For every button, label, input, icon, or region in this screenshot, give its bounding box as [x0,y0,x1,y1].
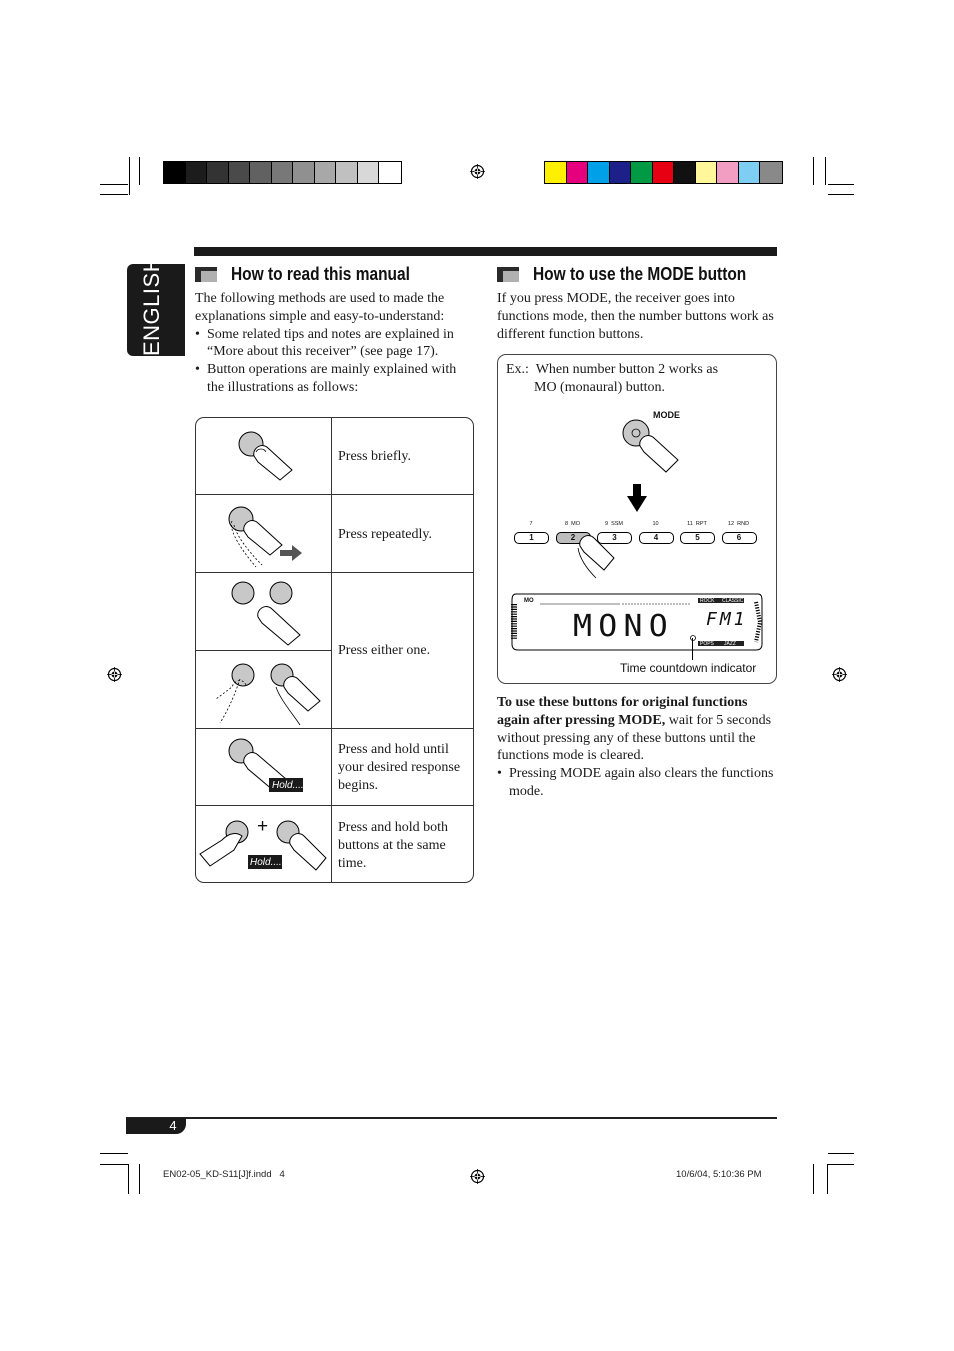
hold-label: Hold.... [272,780,304,791]
color-swatch [760,162,782,183]
color-swatch [674,162,696,183]
table-row-text: Press repeatedly. [338,527,432,542]
display-tag-jazz: JAZZ [724,641,736,647]
mode-note-bold: To use these buttons for original functions again after pressing MODE, [497,695,748,728]
number-button-6[interactable]: 6 [722,532,757,544]
color-swatch [588,162,610,183]
color-swatch [545,162,567,183]
arrow-down-icon [627,484,647,512]
example-caption-line1: Ex.: When number button 2 works as [506,362,719,377]
crop-mark [827,1164,828,1194]
crop-mark [828,1153,854,1154]
color-swatch [653,162,675,183]
number-button-function-label: 7 [529,521,533,527]
table-row-text: Press and hold both buttons at the same time. [338,820,449,871]
registration-mark-icon [470,164,485,179]
crop-mark [128,1164,129,1194]
display-tag-pops: POPS [700,641,714,647]
footer-rule [126,1117,777,1119]
footer-file-name: EN02-05_KD-S11[J]f.indd 4 [163,1169,285,1180]
table-row-text: Press briefly. [338,449,411,464]
number-button-4[interactable]: 4 [639,532,674,544]
number-button-function-label: 12 RND [727,521,750,527]
color-swatch [336,162,358,183]
color-swatch [229,162,251,183]
intro-paragraph: The following methods are used to made the explanations simple and easy-to-understand: [195,291,445,324]
color-swatch [164,162,186,183]
time-countdown-label: Time countdown indicator [620,661,757,675]
section-heading-icon [497,267,519,282]
number-button-1[interactable]: 1 [514,532,549,544]
mode-note-paragraph [497,694,777,801]
crop-mark [100,1153,128,1154]
mode-intro-paragraph: If you press MODE, the receiver goes into functions mode, then the number buttons work as different function buttons. [497,291,774,342]
crop-mark [828,1164,854,1165]
display-tag-classic: CLASSIC [722,598,744,604]
crop-mark [813,157,814,185]
example-caption-line2: MO (monaural) button. [534,380,666,395]
color-swatch [207,162,229,183]
crop-mark [100,1164,128,1165]
mode-note-rest: wait for 5 seconds without pressing any of these buttons until the functions mode is cleared. [497,712,772,764]
crop-mark [129,157,130,195]
press-briefly-illustration [196,418,331,494]
number-button-5[interactable]: 5 [680,532,715,544]
color-swatch [272,162,294,183]
bullet-item: • Button operations are mainly explained with the illustrations as follows: [195,361,467,397]
language-tab-label: ENGLISH [139,255,164,356]
crop-mark [828,194,854,195]
table-row-text: Press and hold until your desired response begins. [338,742,461,793]
grayscale-calibration-bar [163,161,402,184]
crop-mark [825,157,826,185]
page-number: 4 [169,1118,177,1133]
press-either-illustration [196,573,331,650]
number-button-function-label: 10 [652,521,659,527]
display-mo-indicator: MO [524,598,534,604]
color-swatch [567,162,589,183]
table-column-divider [331,418,332,882]
mode-button-label: MODE [653,410,680,420]
number-button-function-label: 8 MO [565,521,580,527]
registration-mark-icon [470,1169,485,1184]
finger-press-illustration [566,532,626,580]
section-heading-icon [195,267,217,282]
hold-label: Hold.... [250,857,282,868]
display-band-text: FM1 [706,609,748,630]
plus-sign: + [257,816,269,837]
footer-timestamp: 10/6/04, 5:10:36 PM [676,1169,762,1180]
press-either-illustration [196,651,331,728]
color-swatch [315,162,337,183]
number-button-function-label: 11 RPT [687,521,707,527]
color-swatch [379,162,401,183]
color-swatch [631,162,653,183]
left-intro-block [195,290,467,397]
display-main-text: MONO [573,609,675,644]
color-swatch [717,162,739,183]
number-button-2[interactable]: 2 [556,532,591,544]
color-swatch [293,162,315,183]
color-swatch [186,162,208,183]
color-calibration-bar [544,161,783,184]
color-swatch [739,162,761,183]
registration-mark-icon [107,667,122,682]
number-button-3[interactable]: 3 [597,532,632,544]
registration-mark-icon [832,667,847,682]
table-row-text: Press either one. [338,643,431,658]
crop-mark [139,1164,140,1194]
section-title-how-to-read: How to read this manual [231,264,410,284]
color-swatch [610,162,632,183]
color-swatch [250,162,272,183]
bullet-item: • Pressing MODE again also clears the functions mode. [497,765,777,801]
indicator-leader-line [692,638,693,660]
crop-mark [139,157,140,185]
section-rule [194,247,777,256]
crop-mark [828,184,854,185]
crop-mark [100,184,128,185]
press-repeatedly-illustration [196,495,331,572]
display-tag-rock: ROCK [700,598,715,604]
color-swatch [358,162,380,183]
number-button-function-label: 9 SSM [604,521,624,527]
bullet-item: • Some related tips and notes are explained in “More about this receiver” (see page 17). [195,326,467,362]
press-and-hold-illustration [196,729,331,805]
crop-mark [813,1164,814,1194]
section-title-mode-button: How to use the MODE button [533,264,747,284]
color-swatch [696,162,718,183]
crop-mark [100,194,128,195]
